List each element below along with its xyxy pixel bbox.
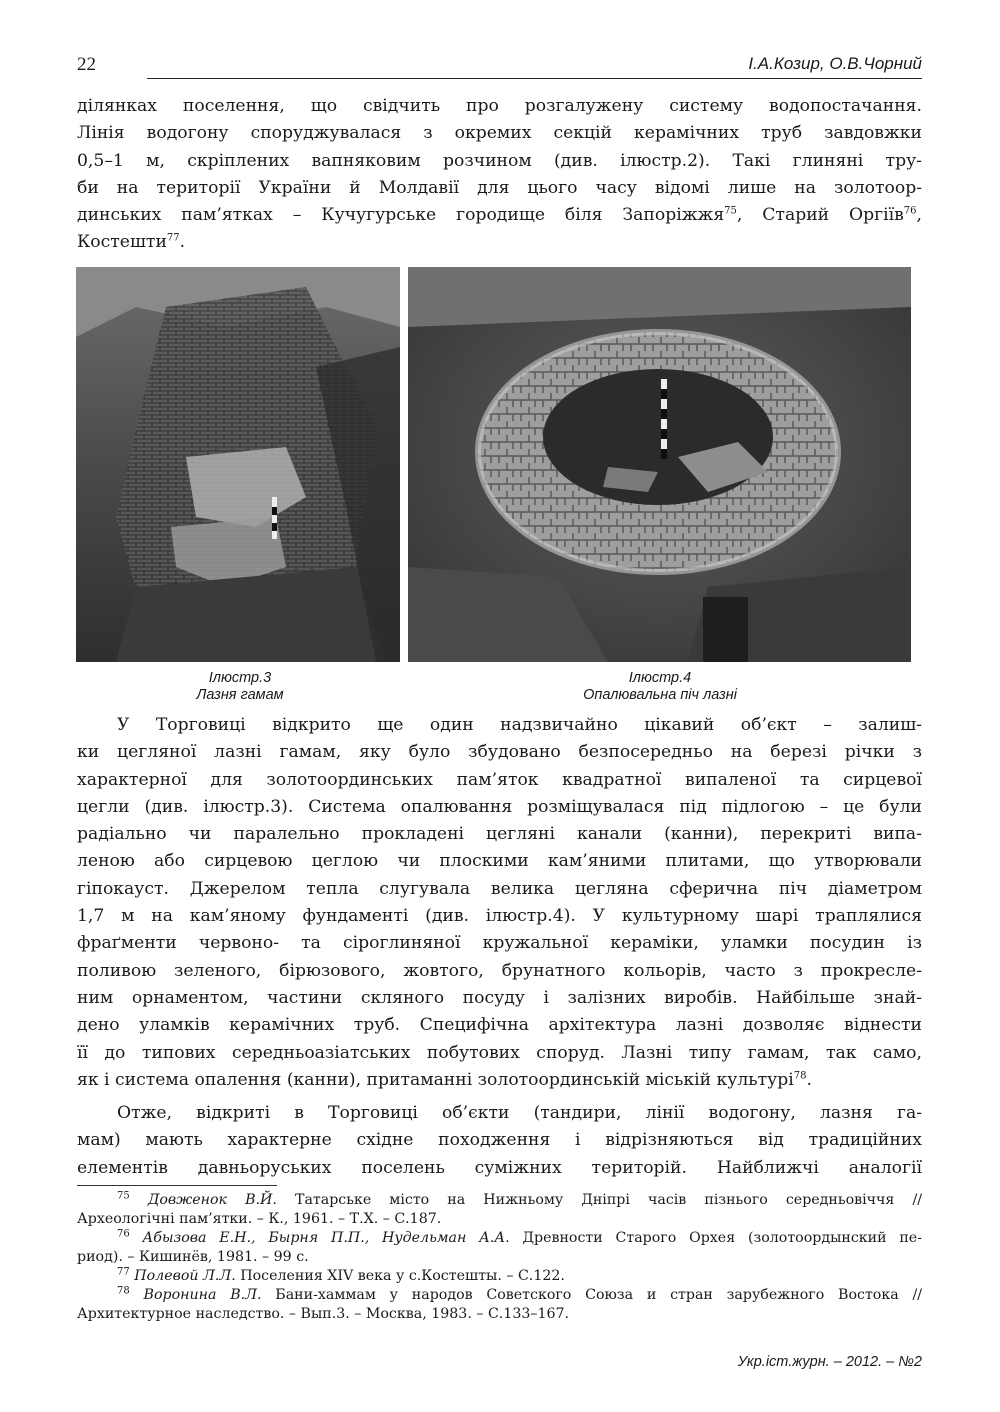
footnote-line <box>77 1191 922 1210</box>
footnote-line <box>77 1229 922 1248</box>
footnote-line <box>77 1267 922 1286</box>
footnote-number: 77 <box>117 1266 130 1278</box>
text-line: цегли (див. ілюстр.3). Система опалювання розміщувалася під підлогою – це були <box>77 796 922 817</box>
text-line: ним орнаментом, частини скляного посуду і залізних виробів. Найбільше знай- <box>77 987 922 1008</box>
footnote-author: Довженок В.Й. <box>147 1192 277 1208</box>
footnote-ref[interactable]: 77 <box>166 232 180 244</box>
text-line: ки цегляної лазні гамам, яку було збудовано безпосередньо на березі річки з <box>77 742 922 763</box>
text-line: характерної для золотоординських пам’яток квадратної випаленої та сирцевої <box>77 769 922 790</box>
footnote-author: Воронина В.Л. <box>143 1287 262 1303</box>
text-line: Отже, відкриті в Торговиці об’єкти (тандири, лінії водогону, лазня га- <box>117 1103 922 1123</box>
footnote-ref[interactable]: 75 <box>724 205 737 217</box>
footnote-78 <box>77 1286 922 1324</box>
text-line: радіально чи паралельно прокладені цегляні канали (канни), перекриті випа- <box>77 824 922 845</box>
text-line: Лінія водогону споруджувалася з окремих секцій керамічних труб завдовжки <box>77 123 922 144</box>
footnote-line: Архитектурное наследство. – Вып.3. – Москва, 1983. – С.133–167. <box>77 1306 570 1322</box>
text-segment: , Старий Оргіїв <box>736 205 904 226</box>
text-segment: динських пам’ятках – Кучугурське городище біля Запоріжжя <box>77 205 725 226</box>
text-line: фраґменти червоно- та сіроглиняної кружальної кераміки, уламки посудин із <box>77 933 922 954</box>
text-segment: як і система опалення (канни), притаманні золотоординській міській культурі <box>77 1069 794 1090</box>
text-line: її до типових середньоазіатських побутових споруд. Лазні типу гамам, так само, <box>77 1042 922 1063</box>
journal-footer: Укр.іст.журн. – 2012. – №2 <box>737 1354 922 1370</box>
figure-title: Опалювальна піч лазні <box>583 687 737 703</box>
footnote-line: Археологічні пам’ятки. – К., 1961. – Т.Х. – С.187. <box>77 1211 442 1227</box>
footnote-ref[interactable]: 78 <box>793 1070 807 1082</box>
running-head-authors: І.А.Козир, О.В.Чорний <box>748 54 922 73</box>
text-line: би на території України й Молдавії для цього часу відомі лише на золотоор- <box>77 177 922 198</box>
photo-bath-ruins <box>76 267 400 662</box>
text-line: дено уламків керамічних труб. Специфічна архітектура лазні дозволяє віднести <box>77 1015 922 1036</box>
text-line: 1,7 м на кам’яному фундаменті (див. ілюстр.4). У культурному шарі траплялися <box>77 906 922 927</box>
footnote-text: Бани-хаммам у народов Советского Союза и стран зарубежного Востока // <box>261 1287 923 1303</box>
running-header <box>77 52 922 82</box>
text-segment: . <box>179 232 186 253</box>
footnote-number: 78 <box>117 1285 130 1297</box>
footnotes <box>77 1191 922 1324</box>
footnote-text: Поселения XIV века у с.Костешты. – С.122. <box>235 1268 565 1284</box>
paragraph-intro <box>77 93 922 257</box>
text-line: поливою зеленого, бірюзового, жовтого, брунатного кольорів, часто з прокресле- <box>77 960 922 981</box>
text-line: У Торговиці відкрито ще один надзвичайно цікавий об’єкт – залиш- <box>117 715 922 735</box>
page-number: 22 <box>77 54 96 75</box>
footnote-text: Древности Старого Орхея (золотоордынский пе- <box>509 1230 922 1246</box>
footnote-number: 76 <box>117 1228 130 1240</box>
text-segment: . <box>806 1069 812 1090</box>
header-rule <box>147 78 922 79</box>
footnote-75 <box>77 1191 922 1229</box>
text-segment: Костешти <box>77 232 167 253</box>
figure-title: Лазня гамам <box>196 687 284 703</box>
footnote-line: риод). – Кишинёв, 1981. – 99 с. <box>77 1249 309 1265</box>
footnote-76 <box>77 1229 922 1267</box>
text-line: динських пам’ятках – Кучугурське городище біля Запоріжжя$^{75}$, Старий Оргіїв$^{76}$, <box>77 205 922 226</box>
text-line: елементів давньоруських поселень суміжних територій. Найближчі аналогії <box>77 1157 922 1178</box>
text-line <box>77 229 922 256</box>
footnote-line <box>77 1286 922 1305</box>
footnote-ref[interactable]: 76 <box>903 205 917 217</box>
footnote-text: Татарське місто на Нижньому Дніпрі часів пізнього середньовіччя // <box>276 1192 922 1208</box>
figure-label: Ілюстр.4 <box>628 670 692 686</box>
paragraph-bath <box>77 712 922 1094</box>
footnote-author: Полевой Л.Л. <box>134 1268 236 1284</box>
footnote-number: 75 <box>117 1190 130 1202</box>
text-line: ділянках поселення, що свідчить про розгалужену систему водопостачання. <box>77 96 922 116</box>
footnote-rule <box>77 1185 277 1186</box>
paragraph-conclusion <box>77 1100 922 1182</box>
stove-image <box>408 267 911 662</box>
figure-caption-3 <box>150 670 330 704</box>
footnote-77 <box>77 1267 922 1286</box>
text-line: леною або сирцевою цеглою чи плоскими кам’яними плитами, що утворювали <box>77 851 922 872</box>
photo-bath-stove <box>408 267 911 662</box>
figure-label: Ілюстр.3 <box>208 670 272 686</box>
figure-caption-4 <box>560 670 760 704</box>
footnote-author: Абызова Е.Н., Бырня П.П., Нудельман А.А. <box>142 1230 510 1246</box>
text-line <box>77 1067 922 1094</box>
bath-ruins-image <box>76 267 400 662</box>
text-line: гіпокауст. Джерелом тепла слугувала велика цегляна сферична піч діаметром <box>77 878 922 899</box>
text-line: мам) мають характерне східне походження і відрізняються від традиційних <box>77 1130 922 1151</box>
text-line: 0,5–1 м, скріплених вапняковим розчином (див. ілюстр.2). Такі глиняні тру- <box>77 150 922 171</box>
